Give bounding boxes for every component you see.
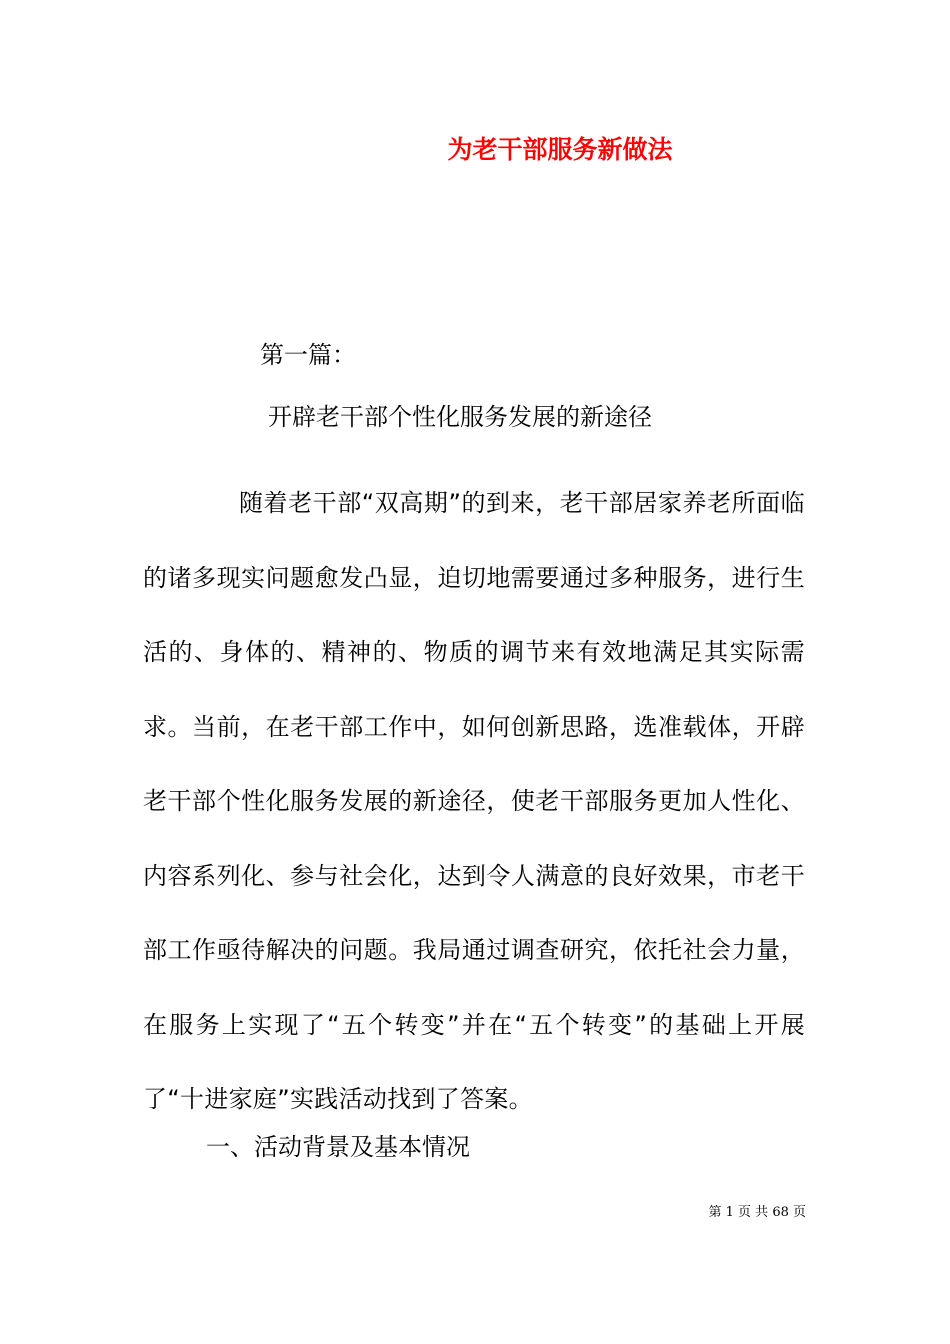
body-paragraph: 随着老干部“双高期”的到来，老干部居家养老所面临的诸多现实问题愈发凸显，迫切地需要通过多种服务，进行生活的、身体的、精神的、物质的调节来有效地满足其实际需求。当前，在老干部工作中，如何创新思路，选准载体，开辟老干部个性化服务发展的新途径，使老干部服务更加人性化、内容系列化、参与社会化，达到令人满意的良好效果，市老干部工作亟待解决的问题。我局通过调查研究，依托社会力量，在服务上实现了“五个转变”并在“五个转变”的基础上开展了“十进家庭”实践活动找到了答案。 xyxy=(143,489,805,1113)
document-title: 为老干部服务新做法 xyxy=(447,135,673,164)
document-subtitle: 开辟老干部个性化服务发展的新途径 xyxy=(268,403,652,431)
section-label: 第一篇： xyxy=(260,341,356,369)
page-number-footer: 第 1 页 共 68 页 xyxy=(708,1205,806,1220)
section-heading: 一、活动背景及基本情况 xyxy=(206,1133,470,1161)
